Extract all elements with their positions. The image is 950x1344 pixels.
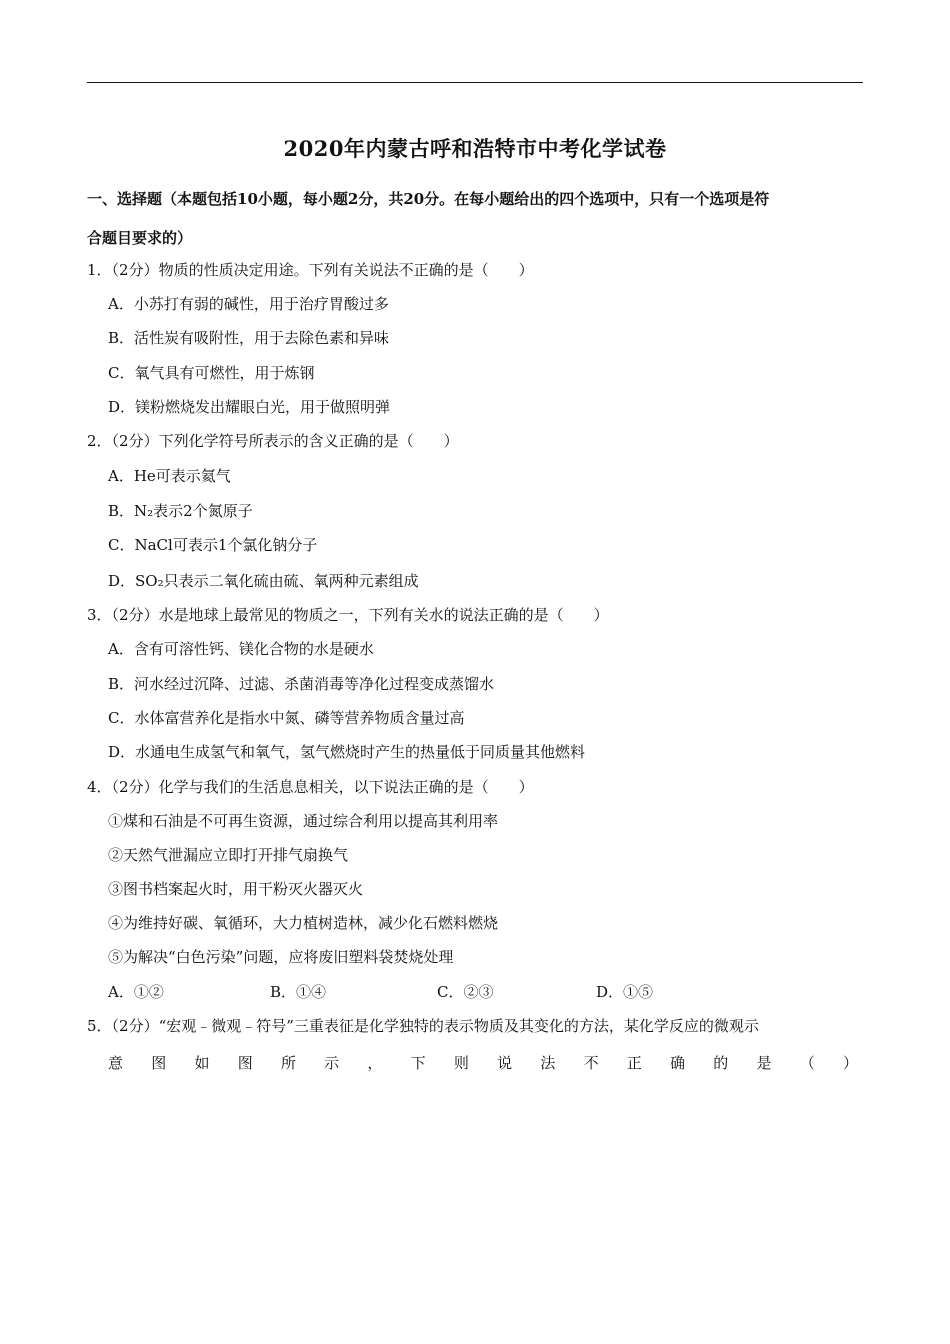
q5-char: 法 (540, 1054, 556, 1072)
question-4-statement-3: ③图书档案起火时，用干粉灭火器灭火 (108, 880, 364, 898)
q5-char: 不 (583, 1054, 599, 1072)
question-4-choice-d: D．①⑤ (596, 983, 654, 1001)
q5-char: 所 (280, 1054, 296, 1072)
question-5-stem-cont (108, 1053, 858, 1073)
question-1-option-d: D．镁粉燃烧发出耀眼白光，用于做照明弹 (108, 398, 391, 416)
question-4-statement-4: ④为维持好碳、氧循环，大力植树造林，减少化石燃料燃烧 (108, 914, 499, 932)
q5-char: 图 (151, 1054, 167, 1072)
question-4-stem: 4．（2分）化学与我们的生活息息相关，以下说法正确的是（ ） (87, 778, 534, 796)
q5-char: 正 (626, 1054, 642, 1072)
question-2-option-a: A．He可表示氦气 (108, 467, 231, 485)
q5-char: 则 (453, 1054, 469, 1072)
section-heading: 一、选择题（本题包括10小题，每小题2分，共20分。在每小题给出的四个选项中，只有一个选项是符 (87, 190, 770, 208)
question-1-option-b: B．活性炭有吸附性，用于去除色素和异味 (108, 329, 390, 347)
question-4-choice-b: B．①④ (270, 983, 327, 1001)
question-2-option-b: B．N₂表示2个氮原子 (108, 502, 253, 520)
q5-char: 意 (108, 1054, 124, 1072)
question-2-option-c: C．NaCl可表示1个氯化钠分子 (108, 536, 318, 554)
question-3-option-b: B．河水经过沉降、过滤、杀菌消毒等净化过程变成蒸馏水 (108, 675, 495, 693)
question-3-stem: 3．（2分）水是地球上最常见的物质之一，下列有关水的说法正确的是（ ） (87, 606, 609, 624)
question-5-stem: 5．（2分）“宏观﹣微观﹣符号”三重表征是化学独特的表示物质及其变化的方法，某化学反应的微观示 (87, 1017, 759, 1035)
question-4-statement-1: ①煤和石油是不可再生资源，通过综合利用以提高其利用率 (108, 812, 499, 830)
q5-char: 示 (324, 1054, 340, 1072)
q5-char: 确 (670, 1054, 686, 1072)
section-heading-cont: 合题目要求的） (87, 229, 193, 247)
question-1-option-a: A．小苏打有弱的碱性，用于治疗胃酸过多 (108, 295, 389, 313)
question-4-choice-c: C．②③ (437, 983, 494, 1001)
q5-char: 是 (756, 1054, 772, 1072)
page-title: 2020年内蒙古呼和浩特市中考化学试卷 (283, 136, 667, 161)
question-4-choice-a: A．①② (108, 983, 164, 1001)
header-rule (87, 82, 863, 83)
q5-char: （ (799, 1054, 815, 1072)
question-1-stem: 1．（2分）物质的性质决定用途。下列有关说法不正确的是（ ） (87, 261, 534, 279)
q5-char: 说 (497, 1054, 513, 1072)
question-2-option-d: D．SO₂只表示二氧化硫由硫、氧两种元素组成 (108, 572, 419, 590)
question-3-option-c: C．水体富营养化是指水中氮、磷等营养物质含量过高 (108, 709, 465, 727)
question-3-option-d: D．水通电生成氢气和氧气，氢气燃烧时产生的热量低于同质量其他燃料 (108, 743, 586, 761)
q5-char: 如 (194, 1054, 210, 1072)
q5-char: 下 (410, 1054, 426, 1072)
question-4-statement-5: ⑤为解决“白色污染”问题，应将废旧塑料袋焚烧处理 (108, 948, 454, 966)
q5-char: ， (367, 1054, 383, 1072)
question-4-statement-2: ②天然气泄漏应立即打开排气扇换气 (108, 846, 349, 864)
q5-char: 图 (237, 1054, 253, 1072)
q5-char: 的 (713, 1054, 729, 1072)
question-3-option-a: A．含有可溶性钙、镁化合物的水是硬水 (108, 640, 374, 658)
question-1-option-c: C．氧气具有可燃性，用于炼钢 (108, 364, 315, 382)
q5-char: ） (842, 1054, 858, 1072)
question-2-stem: 2．（2分）下列化学符号所表示的含义正确的是（ ） (87, 432, 459, 450)
